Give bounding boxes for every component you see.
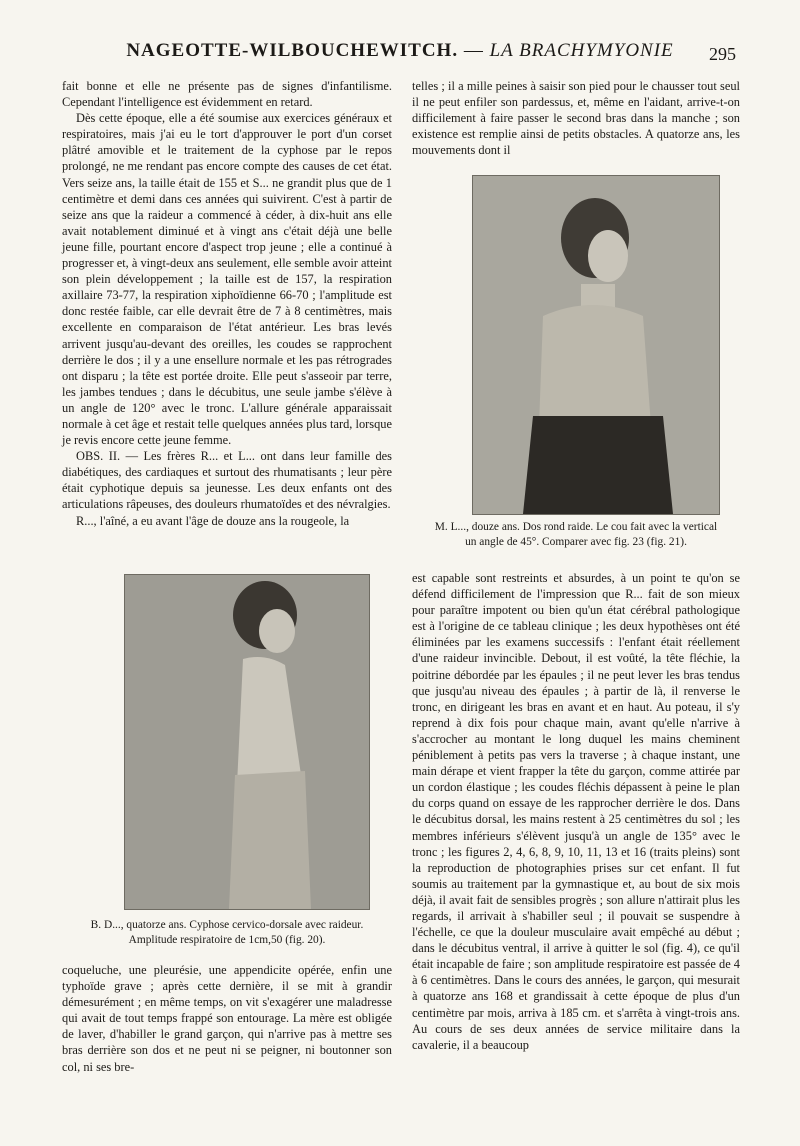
left-column-bottom [62,962,392,1092]
paragraph: R..., l'aîné, a eu avant l'âge de douze ans la rougeole, la [76,513,350,528]
paragraph: telles ; il a mille peines à saisir son pied pour le chausser tout seul il ne peut enfiler son pardessus, et, même en l'aidant, arrive-t-on difficilement à faire passer le second bras dans la manche ; son existence est remplie ainsi de petits obstacles. A quatorze ans, les mouvements dont il [412,79,740,158]
figure-photo-boy-profile [472,175,720,515]
header-dash: — [463,40,484,61]
right-column-top [412,78,740,168]
page-number: 295 [709,44,736,64]
running-header [60,40,740,70]
figure-caption-right: M. L..., douze ans. Dos rond raide. Le cou fait avec la vertical un angle de 45°. Comparer avec fig. 23 (fig. 21). [434,521,718,548]
header-authors: NAGEOTTE-WILBOUCHEWITCH. [126,40,459,61]
figure-photo-girl-svg [125,575,369,909]
left-column-top [62,78,392,560]
figure-photo-girl-profile [124,574,370,910]
paragraph: fait bonne et elle ne présente pas de signes d'infantilisme. Cependant l'intelligence est évidemment en retard. [62,79,392,110]
paragraph: est capable sont restreints et absurdes, à un point te qu'on se défend difficilement de l'impression que R... fait de son mieux pour paraître impotent ou bien qu'un état cérébral pathologique est à l'origine de ce tableau clinique ; les deux hypothèses ont été éliminées par les examens successifs : l'enfant était réellement d'une raideur invincible. Debout, il est voûté, la tête fléchie, la poitrine débordée par les épaules ; il ne peut lever les bras tendus que jusqu'au niveau des épaules ; à partir de là, il renverse le tronc, en dirigeant les bras en avant et en haut. Au poteau, il s'y reprend à dix fois pour chaque main, avant qu'elle n'arrive à s'accrocher au montant le long duquel les mains cheminent péniblement à petits pas vers la traverse ; à chaque instant, une main dérape et vient frapper la tête du garçon, comme attirée par un cordon élastique ; les coudes fléchis dépassent à peine le plan du corps quand on essaye de les rapprocher derrière le dos. Dans le décubitus dorsal, les mains restent à 25 centimètres du sol ; les membres inférieurs s'élèvent jusqu'à un angle de 135° avec le tronc ; les figures 2, 4, 6, 8, 9, 10, 11, 13 et 16 (traits pleins) sont la reproduction de photographies prises sur cet enfant. Il fut soumis au traitement par la gymnastique et, au bout de six mois déjà, il avait fait de sensibles progrès ; son allure n'attirait plus les regards, il arrivait à s'habiller seul ; il pouvait se suspendre à l'échelle, ce que la douleur musculaire avait empêché au début ; dans le décubitus ventral, il arrive à quitter le sol (fig. 4), ce qu'il était incapable de faire ; son amplitude respiratoire est passée de 4 à 6 centimètres. Dans le cours des années, le garçon, qui mesurait à quatorze ans 168 et grandissait à cette époque de plus d'un centimètre par mois, arriva à 185 cm. et s'arrêta à vingt-trois ans. Au cours de ses deux années de service militaire dans la cavalerie, il a beaucoup [412,571,740,1052]
right-column-bottom [412,570,740,1090]
figure-photo-boy-svg [473,176,719,514]
header-title: LA BRACHYMYONIE [489,40,674,61]
paragraph: Dès cette époque, elle a été soumise aux exercices généraux et respiratoires, mais j'ai eu le tort d'approuver le port d'un corset plâtré amovible et le traitement de la cyphose par le repos prolongé, ne me rendant pas encore compte des causes de cet état. Vers seize ans, la taille était de 155 et S... ne grandit plus que de 1 centimètre et demi dans ces années qui suivirent. C'est à partir de seize ans que la raideur a commencé à céder, à dix-huit ans elle avait notablement diminué et à vingt ans c'était déjà une belle jeune fille, pourtant encore d'aspect trop jeune ; elle a continué à progresser et, à vingt-deux ans seulement, elle semble avoir atteint son plein développement ; la taille est de 157, la respiration axillaire 73-77, la respiration xiphoïdienne 66-70 ; l'amplitude est donc restée faible, car elle devrait être de 7 à 8 centimètres, mais excellente en comparaison de l'état antérieur. Les bras levés arrivent jusqu'au-devant des oreilles, les coudes se rapprochent derrière le dos ; il y a une ensellure normale et les pas rétrogrades ont disparu ; la tête est portée droite. Elle peut s'asseoir par terre, les jambes tendues ; dans le décubitus, une seule jambe s'élève à un angle de 120° avec le tronc. L'allure générale apparaissait normale à cet âge et restait telle quelques années plus tard, lorsque je revis encore cette jeune femme. [62,111,392,448]
figure-caption-left: B. D..., quatorze ans. Cyphose cervico-dorsale avec raideur. Amplitude respiratoire de 1cm,50 (fig. 20). [90,919,364,946]
paragraph: OBS. II. — Les frères R... et L... ont dans leur famille des diabétiques, des cardiaques et surtout des rhumatisants ; leur père était cyphotique depuis sa jeunesse. Les deux enfants ont des articulations râpeuses, des douleurs rhumatoïdes et des névralgies. [62,449,392,512]
paragraph: coqueluche, une pleurésie, une appendicite opérée, enfin une typhoïde grave ; après cette dernière, il se mit à grandir démesurément ; en même temps, on vit s'exagérer une maladresse qui avait de tout temps frappé son entourage. La mère est obligée de laver, d'habiller le grand garçon, qui n'arrive pas à mettre ses bras derrière son dos et ne peut ni se peigner, ni boutonner son col, ni ses bre- [62,963,392,1074]
